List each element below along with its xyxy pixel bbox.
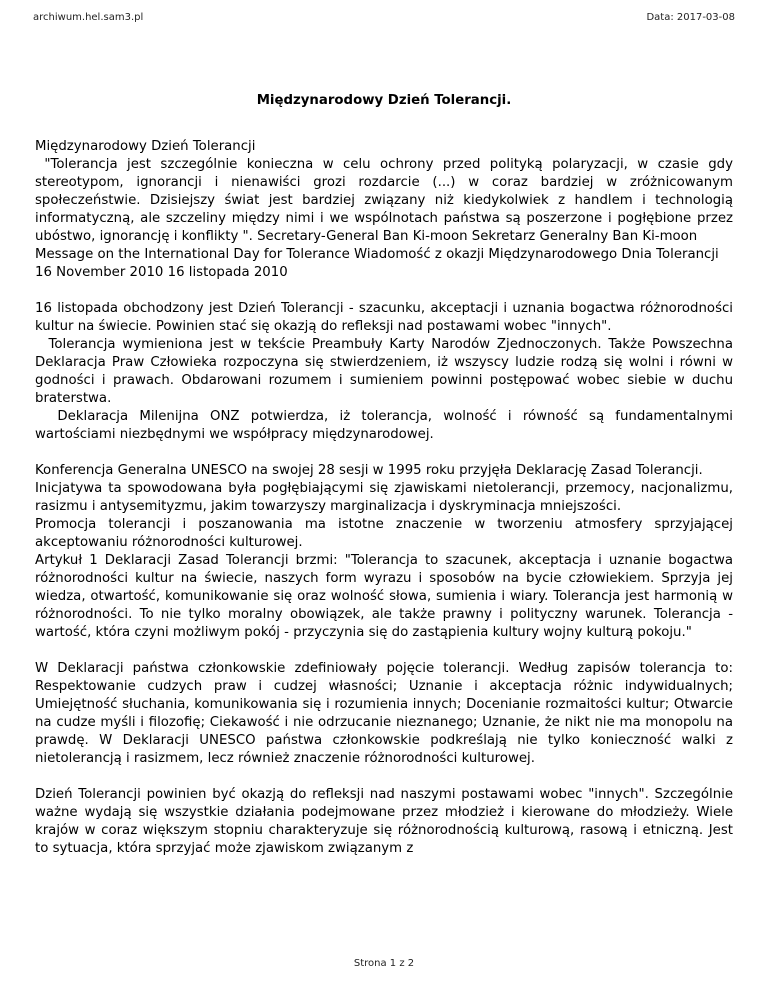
paragraph-line: Promocja tolerancji i poszanowania ma istotne znaczenie w tworzeniu atmosfery sprzyjającej akceptowaniu różnorodności kulturowej. (35, 517, 738, 550)
paragraph (35, 300, 738, 444)
page-number: Strona 1 z 2 (353, 958, 415, 969)
document-body (35, 138, 738, 858)
paragraph-line: 16 listopada obchodzony jest Dzień Tolerancji - szacunku, akceptacji i uznania bogactwa różnorodności kultur na świecie. Powinien stać się okazją do refleksji nad postawami wobec "innych". (35, 301, 738, 334)
paragraph-line: 16 November 2010 16 listopada 2010 (35, 265, 288, 280)
paragraph-line: Konferencja Generalna UNESCO na swojej 28 sesji w 1995 roku przyjęła Deklarację Zasad Tolerancji. (35, 463, 703, 478)
paragraph-line: Tolerancja wymieniona jest w tekście Preambuły Karty Narodów Zjednoczonych. Także Powszechna Deklaracja Praw Człowieka rozpoczyna się stwierdzeniem, iż wszyscy ludzie rodzą się wolni i równi w godności i prawach. Obdarowani rozumem i sumieniem powinni postępować wobec siebie w duchu braterstwa. (35, 337, 738, 406)
paragraph-line: "Tolerancja jest szczególnie konieczna w celu ochrony przed polityką polaryzacji, w czasie gdy stereotypom, ignorancji i nienawiści grozi rozdarcie (...) w coraz bardziej w zróżnicowanym społeczeństwie. Dzisiejszy świat jest bardziej związany niż kiedykolwiek z handlem i technologią informatyczną, ale szczeliny między nimi i we wspólnotach państwa są poszerzone i pogłębione przez ubóstwo, ignorancję i konflikty ". Secretary-General Ban Ki-moon Sekretarz Generalny Ban Ki-moon (35, 157, 738, 244)
page-title: Międzynarodowy Dzień Tolerancji. (256, 93, 512, 108)
paragraph-line: Artykuł 1 Deklaracji Zasad Tolerancji brzmi: "Tolerancja to szacunek, akceptacja i uznanie bogactwa różnorodności kultur na świecie, naszych form wyrazu i sposobów na bycie człowiekiem. Sprzyja jej wiedza, otwartość, komunikowanie się oraz wolność słowa, sumienia i wiary. Tolerancja jest harmonią w różnorodności. To nie tylko moralny obowiązek, ale także prawny i polityczny warunek. Tolerancja - wartość, która czyni możliwym pokój - przyczynia się do zastąpienia kultury wojny kulturą pokoju." (35, 553, 738, 640)
paragraph-line: Dzień Tolerancji powinien być okazją do refleksji nad naszymi postawami wobec "innych". Szczególnie ważne wydają się wszystkie działania podejmowane przez młodzież i kierowane do młodzieży. Wiele krajów w coraz większym stopniu charakteryzuje się różnorodnością kulturową, rasową i etniczną. Jest to sytuacja, która sprzyjać może zjawiskom związanym z (35, 787, 738, 856)
paragraph-line: Międzynarodowy Dzień Tolerancji (35, 139, 256, 154)
paragraph-line: W Deklaracji państwa członkowskie zdefiniowały pojęcie tolerancji. Według zapisów tolerancja to: Respektowanie cudzych praw i cudzej własności; Uznanie i akceptacja różnic indywidualnych; Umiejętność słuchania, komunikowania się i rozumienia innych; Docenianie rozmaitości kultur; Otwarcie na cudze myśli i filozofię; Ciekawość i nie odrzucanie nieznanego; Uznanie, że nikt nie ma monopolu na prawdę. W Deklaracji UNESCO państwa członkowskie podkreślają nie tylko konieczność walki z nietolerancją i rasizmem, lecz również znaczenie różnorodności kulturowej. (35, 661, 738, 766)
paragraph-line: Deklaracja Milenijna ONZ potwierdza, iż tolerancja, wolność i równość są fundamentalnymi wartościami niezbędnymi we współpracy międzynarodowej. (35, 409, 738, 442)
header-date: Data: 2017-03-08 (646, 12, 735, 23)
paragraph-line: Inicjatywa ta spowodowana była pogłębiającymi się zjawiskami nietolerancji, przemocy, nacjonalizmu, rasizmu i antysemityzmu, jakim towarzyszy marginalizacja i dyskryminacja mniejszości. (35, 481, 738, 514)
paragraph (35, 138, 738, 282)
paragraph (35, 660, 738, 768)
document-body-viewport (35, 138, 738, 890)
paragraph (35, 786, 738, 858)
header-site-url: archiwum.hel.sam3.pl (33, 12, 144, 23)
paragraph (35, 462, 738, 642)
paragraph-line: Message on the International Day for Tolerance Wiadomość z okazji Międzynarodowego Dnia Tolerancji (35, 247, 719, 262)
